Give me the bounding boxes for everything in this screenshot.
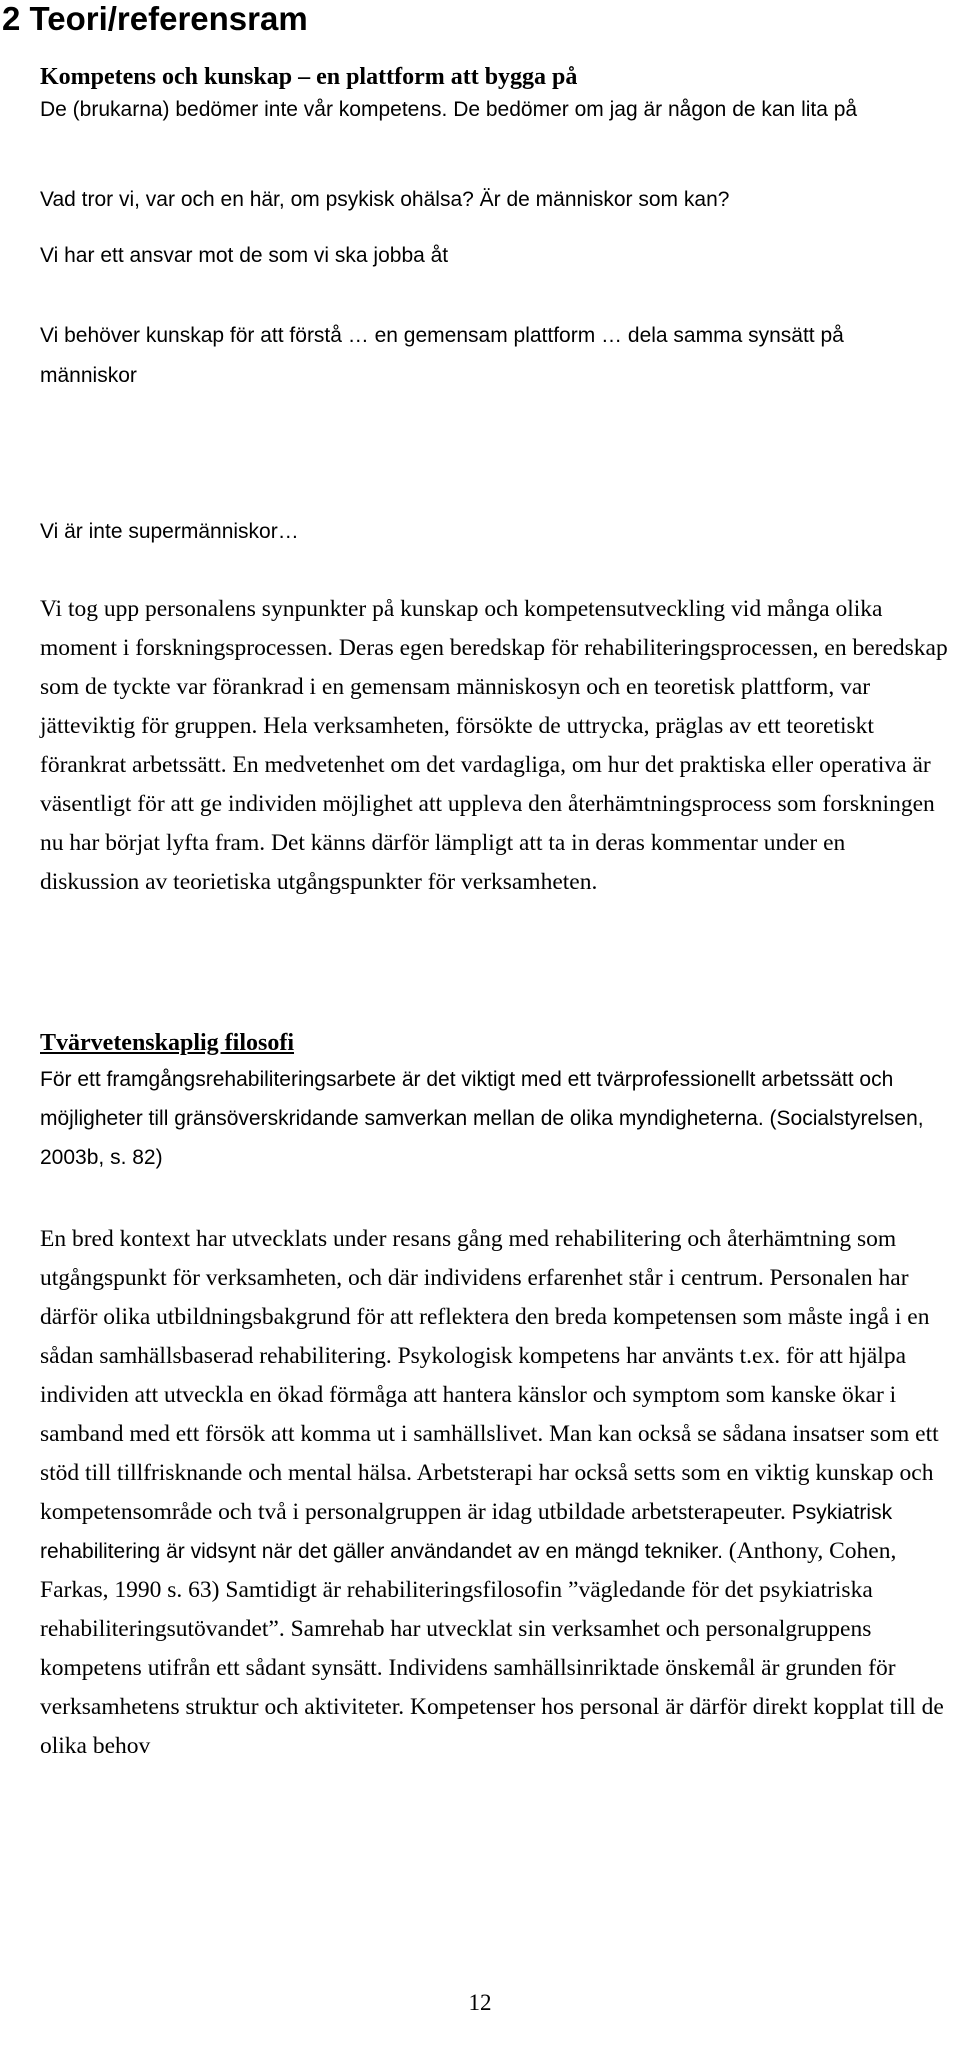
citation-socialstyrelsen: För ett framgångsrehabiliteringsarbete är det viktigt med ett tvärprofessionellt arbetssätt och möjligheter till gränsöverskridande samverkan mellan de olika myndigheterna. (Socialstyrelsen, 2003b, s. 82) [40, 1068, 924, 1169]
section-kompetens [40, 62, 950, 130]
quote-plattform: Vi behöver kunskap för att förstå … en gemensam plattform … dela samma synsätt på människor [40, 324, 844, 387]
page-number: 12 [468, 1990, 492, 2015]
paragraph-bred-kontext-block [40, 1220, 950, 1766]
quote-psykisk-ohalsa: Vad tror vi, var och en här, om psykisk ohälsa? Är de människor som kan? [40, 188, 730, 211]
paragraph-bred-kontext [40, 1220, 950, 1766]
paragraph-text-part2: (Anthony, Cohen, Farkas, 1990 s. 63) Samtidigt är rehabiliteringsfilosofin ”vägledande för det psykiatriska rehabiliteringsutövandet”. Samrehab har utvecklat sin verksamhet och personalgruppens kompetens utifrån ett sådant synsätt. Individens samhällsinriktade önskemål är grunden för verksamhetens struktur och aktiviteter. Kompetenser hos personal är därför direkt kopplat till de olika behov [40, 1538, 944, 1759]
quote-block-3 [40, 236, 950, 276]
section-tvarvetenskaplig [40, 1028, 950, 1177]
quote-block-5 [40, 512, 950, 552]
section-heading-kompetens: Kompetens och kunskap – en plattform att bygga på [40, 64, 578, 90]
quote-block-2 [40, 180, 950, 220]
paragraph-personal-synpunkter-block [40, 590, 950, 902]
quote-brukarna: De (brukarna) bedömer inte vår kompetens. De bedömer om jag är någon de kan lita på [40, 98, 858, 121]
quote-supermanniskor: Vi är inte supermänniskor… [40, 520, 299, 543]
paragraph-personal-synpunkter: Vi tog upp personalens synpunkter på kunskap och kompetensutveckling vid många olika moment i forskningsprocessen. Deras egen beredskap för rehabiliteringsprocessen, en beredskap som de tyckte var förankrad i en gemensam människosyn och en teoretisk plattform, var jätteviktig för gruppen. Hela verksamheten, försökte de uttrycka, präglas av ett teoretiskt förankrat arbetssätt. En medvetenhet om det vardagliga, om hur det praktiska eller operativa är väsentligt för att ge individen möjlighet att uppleva den återhämtningsprocess som forskningen nu har börjat lyfta fram. Det känns därför lämpligt att ta in deras kommentar under en diskussion av teorietiska utgångspunkter för verksamheten. [40, 596, 948, 895]
section-heading-tvarvetenskaplig: Tvärvetenskaplig filosofi [40, 1030, 295, 1056]
quote-ansvar: Vi har ett ansvar mot de som vi ska jobba åt [40, 244, 449, 267]
paragraph-text-part1: En bred kontext har utvecklats under resans gång med rehabilitering och återhämtning som utgångspunkt för verksamheten, och där individens erfarenhet står i centrum. Personalen har därför olika utbildningsbakgrund för att reflektera den breda kompetensen som måste ingå i en sådan samhällsbaserad rehabilitering. Psykologisk kompetens har använts t.ex. för att hjälpa individen att utveckla en ökad förmåga att hantera känslor och symptom som kanske ökar i samband med ett försök att komma ut i samhällslivet. Man kan också se sådana insatser som ett stöd till tillfrisknande och mental hälsa. Arbetsterapi har också setts som en viktig kunskap och kompetensområde och två i personalgruppen är idag utbildade arbetsterapeuter. [40, 1226, 939, 1525]
quote-block-4 [40, 316, 950, 396]
chapter-title: 2 Teori/referensram [2, 0, 308, 37]
paragraph-text-sans: Psykiatrisk rehabilitering är vidsynt när det gäller användandet av en mängd tekniker. [40, 1501, 893, 1563]
